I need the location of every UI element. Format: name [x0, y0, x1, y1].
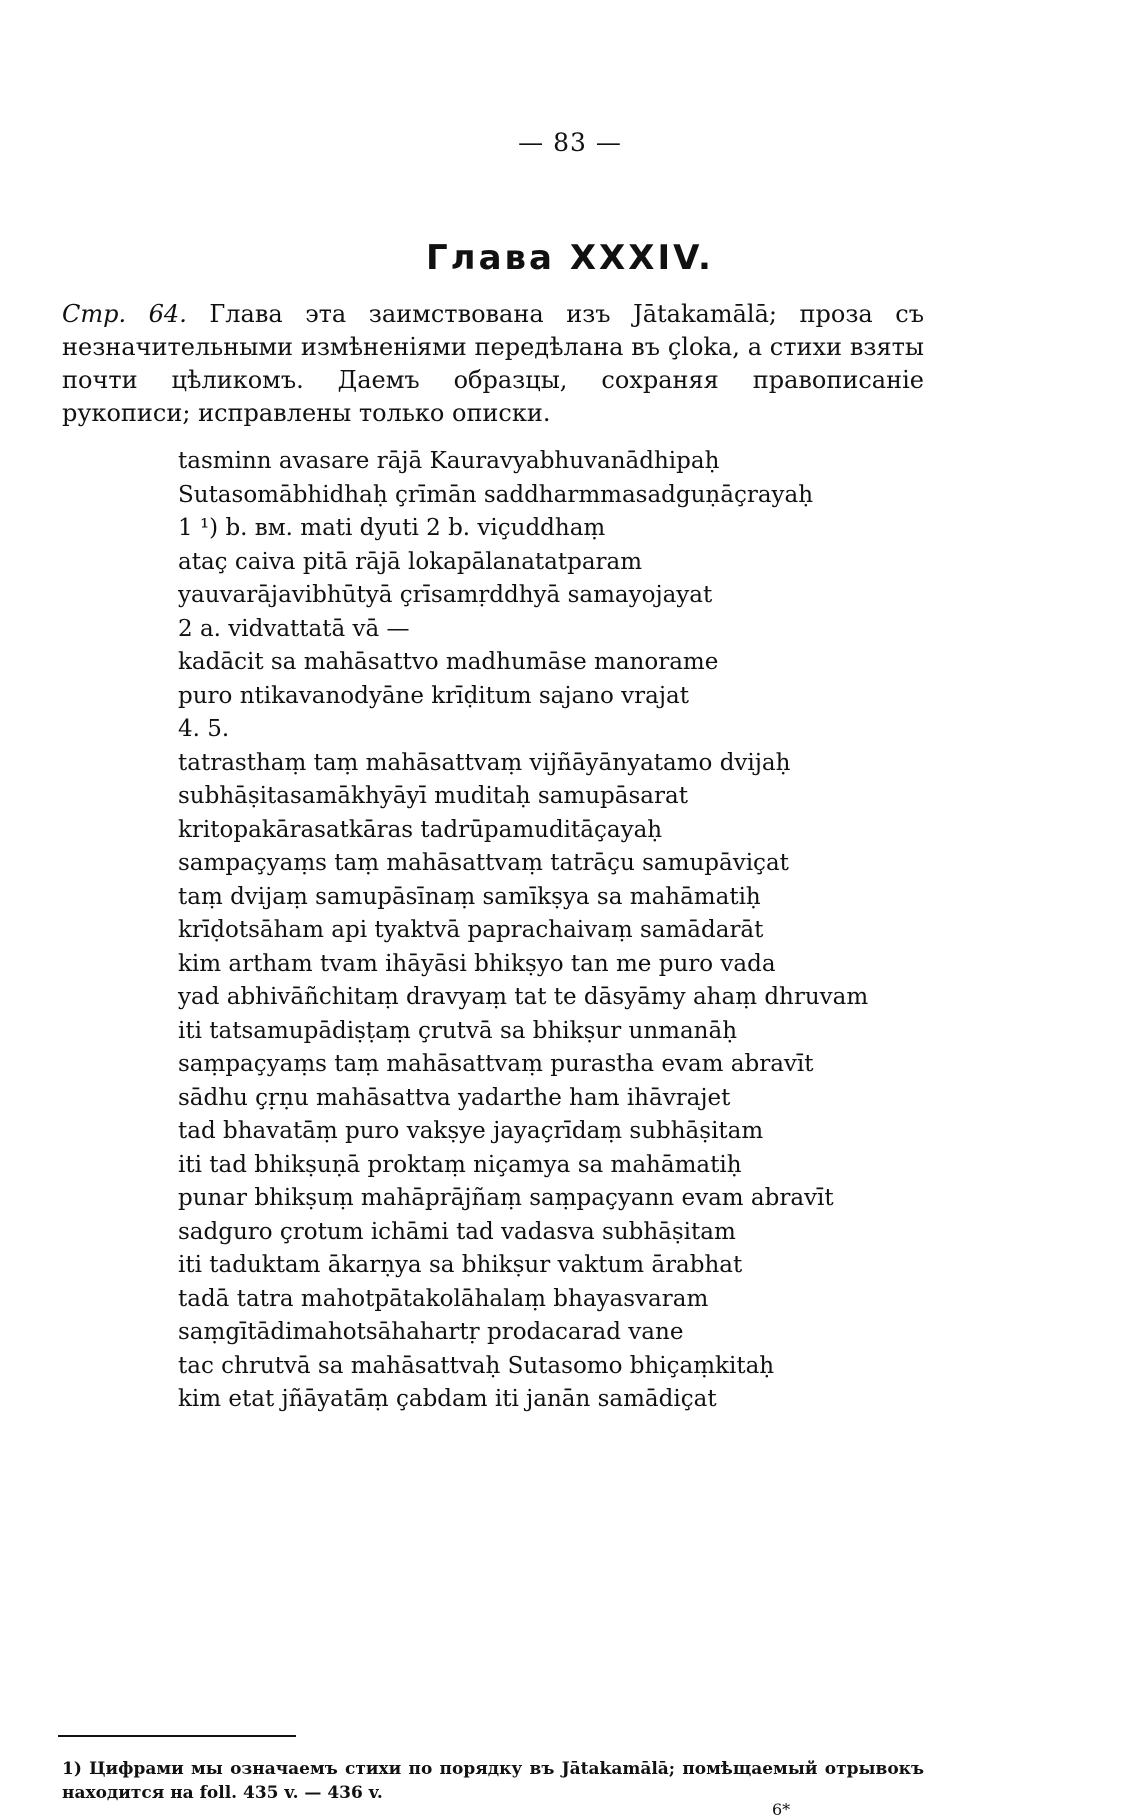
verse-line: iti tad bhikṣuṇā proktaṃ niçamya sa mahāmatiḥ — [178, 1151, 742, 1178]
intro-text: Глава эта заимствована изъ Jātakamālā; проза съ незначительными измѣненіями передѣлана въ çloka, а стихи взяты почти цѣликомъ. Даемъ образцы, сохраняя правописаніе рукописи; исправлены только описки. — [62, 300, 924, 427]
verse-line: puro ntikavanodyāne krīḍitum sajano vrajat — [178, 682, 689, 709]
verse-line: sādhu çṛṇu mahāsattva yadarthe ham ihāvrajet — [178, 1084, 731, 1111]
verse-line: krīḍotsāham api tyaktvā paprachaivaṃ samādarāt — [178, 917, 764, 943]
verse-line: subhāṣitasamākhyāyī muditaḥ samupāsarat — [178, 783, 688, 809]
verse-line: Sutasomābhidhaḥ çrīmān saddharmmasadguṇāçrayaḥ — [178, 481, 814, 508]
verse-line: sampaçyaṃs taṃ mahāsattvaṃ tatrāçu samupāviçat — [178, 850, 789, 876]
verse-line: tatrasthaṃ taṃ mahāsattvaṃ vijñāyānyatamo dvijaḥ — [178, 749, 791, 776]
verse-note: 1 ¹) b. вм. mati dyuti 2 b. viçuddhaṃ — [178, 515, 606, 541]
verse-line: tasminn avasare rājā Kauravyabhuvanādhipaḥ — [178, 448, 720, 474]
chapter-title: Глава XXXIV. — [426, 238, 714, 278]
verse-line: punar bhikṣuṃ mahāprājñaṃ saṃpaçyann evam abravīt — [178, 1185, 834, 1211]
verse-line: saṃpaçyaṃs taṃ mahāsattvaṃ purastha evam abravīt — [178, 1051, 814, 1077]
verse-line: iti tatsamupādiṣṭaṃ çrutvā sa bhikṣur unmanāḥ — [178, 1017, 738, 1044]
verse-line: yad abhivāñchitaṃ dravyaṃ tat te dāsyāmy ahaṃ dhruvam — [178, 984, 869, 1010]
verse-line: sadguro çrotum ichāmi tad vadasva subhāṣitam — [178, 1218, 736, 1245]
verse-list — [178, 445, 978, 1417]
footnote: 1) Цифрами мы означаемъ стихи по порядку въ Jātakamālā; помѣщаемый отрывокъ находится на foll. 435 v. — 436 v. — [62, 1759, 924, 1803]
verse-line: kritopakārasatkāras tadrūpamuditāçayaḥ — [178, 816, 663, 843]
verse-line: yauvarājavibhūtyā çrīsamṛddhyā samayojayat — [178, 582, 713, 608]
verse-line: kim etat jñāyatāṃ çabdam iti janān samādiçat — [178, 1386, 717, 1412]
page-reference: Стр. 64. — [62, 300, 187, 328]
verse-line: saṃgītādimahotsāhahartṛ prodacarad vane — [178, 1319, 684, 1345]
verse-line: tad bhavatāṃ puro vakṣye jayaçrīdaṃ subhāṣitam — [178, 1118, 764, 1144]
verse-line: taṃ dvijaṃ samupāsīnaṃ samīkṣya sa mahāmatiḥ — [178, 883, 761, 910]
verse-note: 4. 5. — [178, 716, 230, 742]
footnote-divider — [58, 1735, 296, 1737]
verse-line: tac chrutvā sa mahāsattvaḥ Sutasomo bhiçaṃkitaḥ — [178, 1352, 775, 1379]
verse-line: kadācit sa mahāsattvo madhumāse manorame — [178, 649, 719, 675]
intro-paragraph — [62, 298, 924, 430]
verse-line: tadā tatra mahotpātakolāhalaṃ bhayasvaram — [178, 1285, 709, 1312]
verse-note: 2 a. vidvattatā vā — — [178, 615, 410, 642]
page-number: — 83 — — [518, 128, 622, 157]
verse-line: ataç caiva pitā rājā lokapālanatatparam — [178, 548, 643, 575]
verse-line: kim artham tvam ihāyāsi bhikṣyo tan me puro vada — [178, 950, 776, 977]
verse-line: iti taduktam ākarṇya sa bhikṣur vaktum ārabhat — [178, 1252, 743, 1278]
signature-mark: 6* — [772, 1800, 791, 1819]
